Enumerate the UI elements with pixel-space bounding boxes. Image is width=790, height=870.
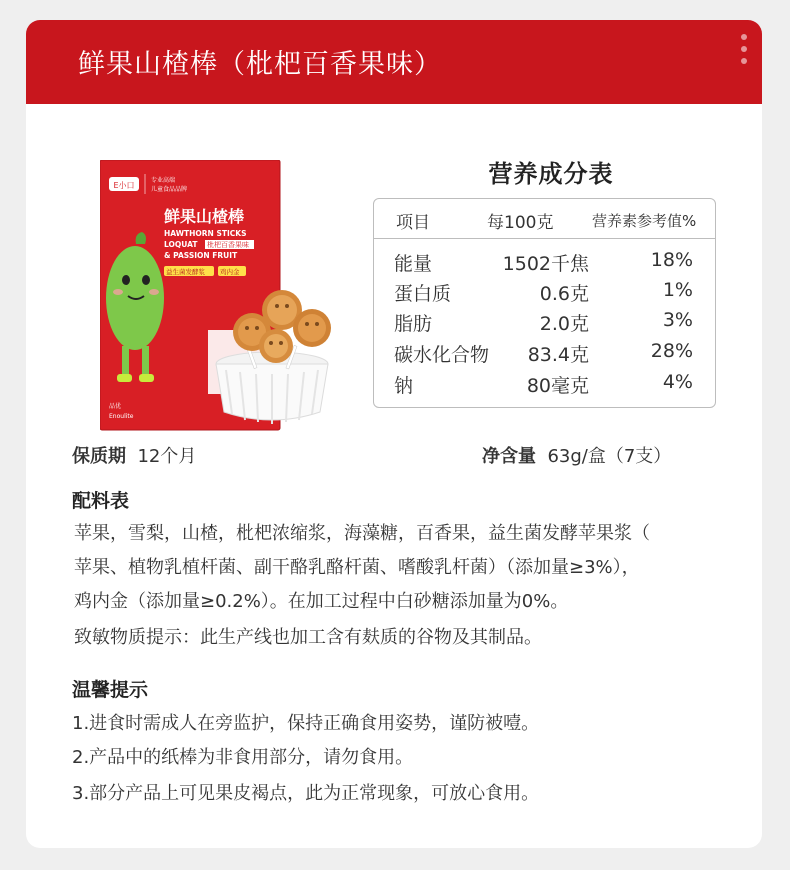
package-badge-2: 鸡内金 bbox=[220, 268, 240, 276]
product-illustration bbox=[100, 160, 350, 435]
nutrient-value: 80毫克 bbox=[526, 375, 589, 397]
package-product-name: 鲜果山楂棒 bbox=[164, 207, 245, 226]
nutrient-value: 1502千焦 bbox=[502, 253, 589, 275]
ingredients-line: 苹果、植物乳植杆菌、副干酪乳酪杆菌、嗜酸乳杆菌）（添加量≥3%）， bbox=[74, 557, 640, 578]
net-content-label: 净含量 bbox=[482, 446, 536, 467]
nutrient-nrv: 1% bbox=[662, 279, 693, 301]
shelf-life bbox=[72, 442, 196, 468]
page-title: 鲜果山楂棒（枇杷百香果味） bbox=[78, 49, 442, 80]
package-badge-1: 益生菌发酵浆 bbox=[166, 268, 205, 276]
ingredients-line: 苹果，雪梨，山楂，枇杷浓缩浆，海藻糖，百香果，益生菌发酵苹果浆（ bbox=[74, 523, 650, 544]
decorative-dots bbox=[738, 34, 750, 70]
nutrient-name: 碳水化合物 bbox=[394, 344, 490, 366]
package-english-3: & PASSION FRUIT bbox=[164, 251, 238, 260]
shelf-life-label: 保质期 bbox=[72, 446, 126, 467]
shelf-life-value: 12个月 bbox=[137, 446, 197, 467]
table-row bbox=[374, 279, 715, 309]
package-english-1: HAWTHORN STICKS bbox=[164, 229, 247, 238]
table-row bbox=[374, 340, 715, 370]
tagline-1: 专业高端 bbox=[151, 177, 176, 184]
header-nrv: 营养素参考值% bbox=[592, 212, 697, 230]
ingredients-title: 配料表 bbox=[72, 490, 130, 512]
header-item: 项目 bbox=[396, 213, 430, 233]
brand-logo: E小口 bbox=[113, 181, 135, 190]
product-image bbox=[100, 160, 350, 435]
header-per-100g: 每100克 bbox=[487, 213, 554, 233]
tip-item: 3.部分产品上可见果皮褐点，此为正常现象，可放心食用。 bbox=[72, 783, 540, 804]
net-content bbox=[482, 442, 671, 468]
title-banner bbox=[26, 20, 762, 104]
table-row bbox=[374, 249, 715, 279]
nutrient-name: 能量 bbox=[394, 253, 433, 275]
tip-item: 2.产品中的纸棒为非食用部分，请勿食用。 bbox=[72, 747, 414, 768]
package-english-2: LOQUAT bbox=[164, 240, 198, 249]
allergen-notice: 致敏物质提示：此生产线也加工含有麸质的谷物及其制品。 bbox=[74, 627, 542, 648]
product-info-card bbox=[26, 20, 762, 848]
package-flavor: 枇杷百香果味 bbox=[207, 241, 249, 249]
nutrient-value: 2.0克 bbox=[539, 313, 589, 335]
nutrient-value: 0.6克 bbox=[539, 283, 589, 305]
ingredients-line: 鸡内金（添加量≥0.2%）。在加工过程中白砂糖添加量为0%。 bbox=[74, 591, 569, 612]
nutrient-nrv: 4% bbox=[662, 371, 693, 393]
tip-item: 1.进食时需成人在旁监护，保持正确食用姿势，谨防被噎。 bbox=[72, 713, 540, 734]
tagline-2: 儿童食品品牌 bbox=[151, 186, 188, 193]
nutrient-nrv: 3% bbox=[662, 309, 693, 331]
nutrient-name: 钠 bbox=[394, 375, 414, 397]
nutrition-table bbox=[373, 198, 716, 408]
svg-text:品优: 品优 bbox=[109, 403, 122, 410]
table-row bbox=[374, 371, 715, 401]
nutrient-value: 83.4克 bbox=[527, 344, 589, 366]
nutrient-name: 脂肪 bbox=[394, 313, 433, 335]
nutrient-nrv: 18% bbox=[650, 249, 693, 271]
tips-title: 温馨提示 bbox=[72, 679, 149, 701]
table-row bbox=[374, 309, 715, 339]
package-brand: Enoulite bbox=[109, 413, 134, 420]
nutrient-nrv: 28% bbox=[650, 340, 693, 362]
nutrition-table-header bbox=[374, 199, 715, 239]
net-content-value: 63g/盒（7支） bbox=[547, 446, 672, 467]
nutrition-title: 营养成分表 bbox=[488, 160, 614, 188]
nutrient-name: 蛋白质 bbox=[394, 283, 452, 305]
